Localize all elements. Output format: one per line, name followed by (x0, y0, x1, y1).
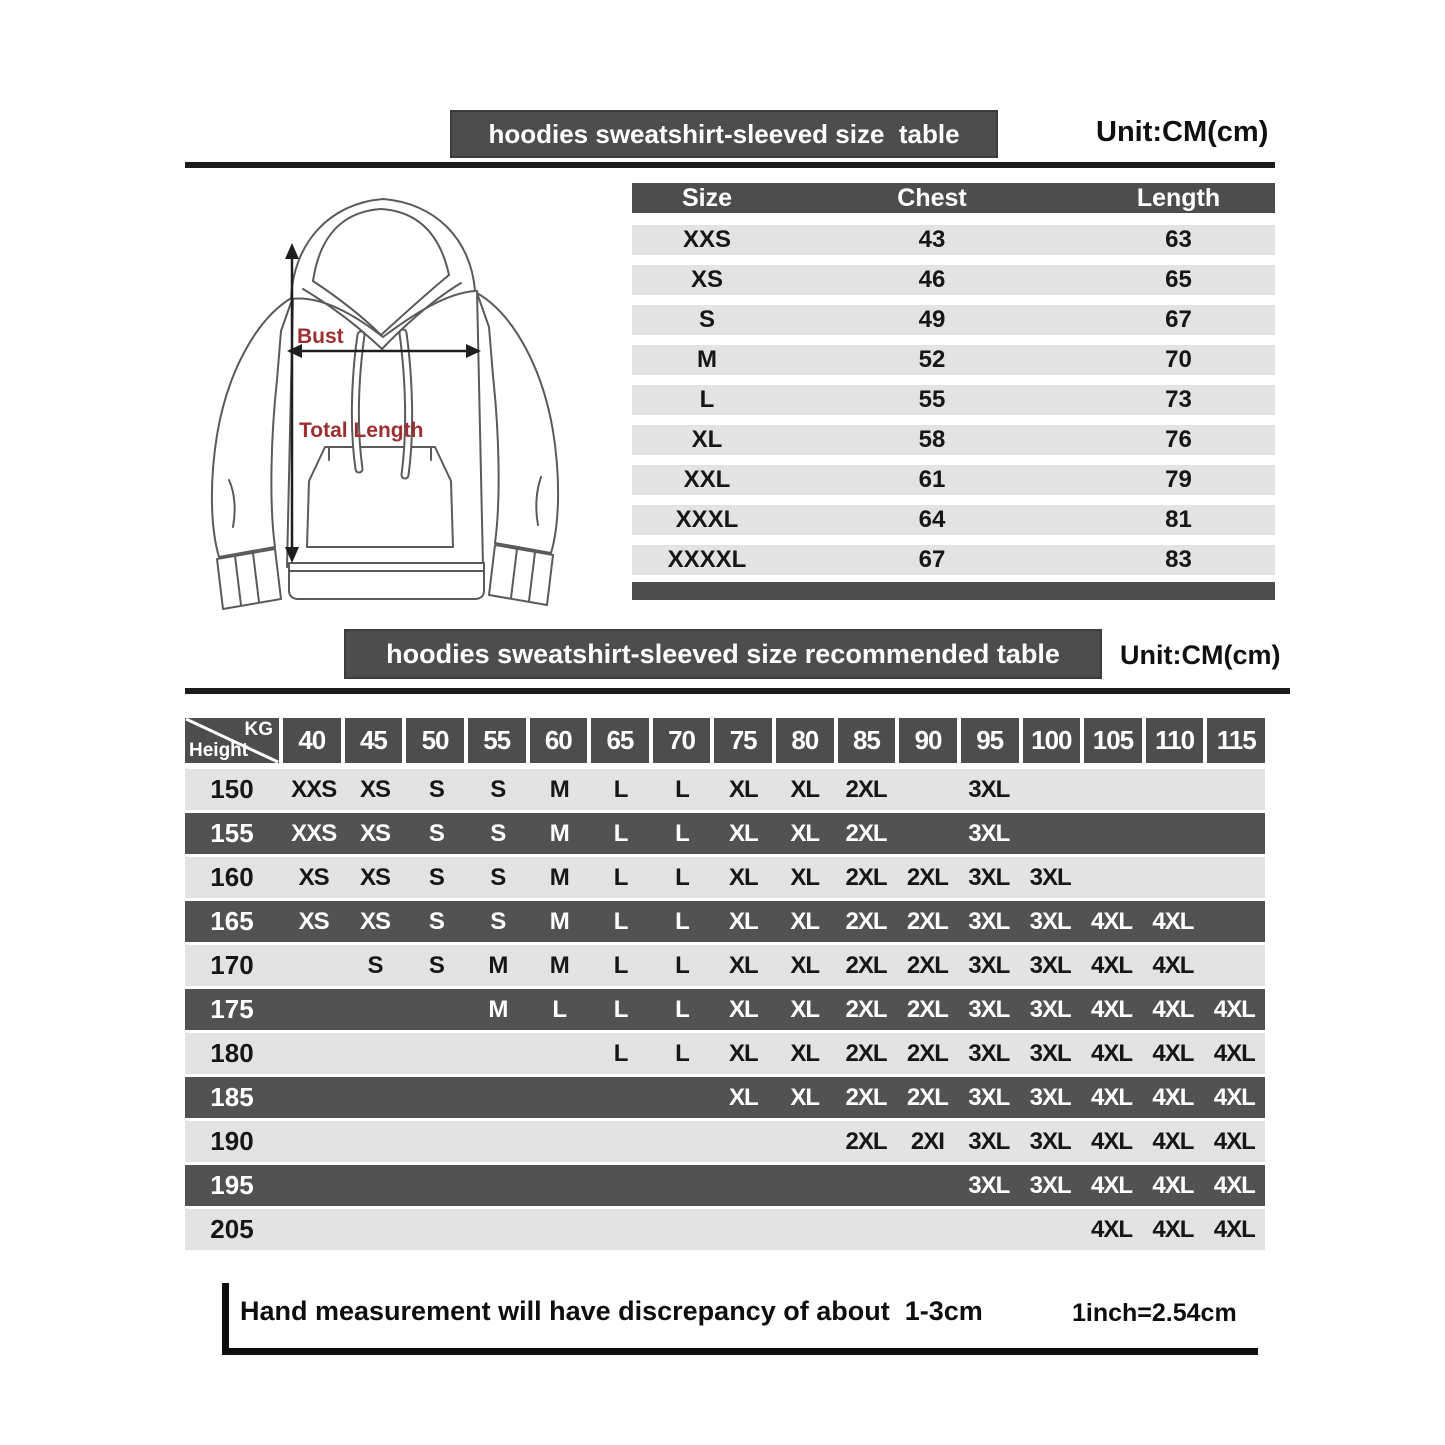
recommended-size-cell: M (549, 907, 569, 935)
size-table-row (632, 385, 1275, 415)
measurement-note: Hand measurement will have discrepancy of about 1-3cm (240, 1296, 983, 1326)
weight-header-cell: 70 (653, 718, 711, 763)
height-label-cell: 205 (210, 1214, 254, 1244)
recommended-size-cell: XXS (291, 775, 337, 803)
recommended-size-cell: XL (728, 995, 758, 1023)
recommended-size-cell: L (613, 951, 628, 979)
recommended-size-cell: 3XL (968, 775, 1010, 803)
recommended-size-cell: XL (728, 819, 758, 847)
weight-header-cell: 85 (838, 718, 896, 763)
recommended-size-cell: S (490, 907, 506, 935)
recommended-size-cell: M (549, 863, 569, 891)
weight-header-cell: 40 (283, 718, 341, 763)
size-table-row (632, 345, 1275, 375)
weight-header-cell: 45 (345, 718, 403, 763)
recommended-size-cell: 4XL (1213, 1039, 1255, 1067)
recommended-size-cell: 2XL (906, 951, 948, 979)
recommended-size-cell: 2XL (845, 1083, 887, 1111)
recommended-size-cell: M (488, 995, 508, 1023)
recommended-size-cell: XL (728, 863, 758, 891)
recommended-size-cell: 2XL (845, 995, 887, 1023)
recommended-size-cell: S (428, 863, 444, 891)
recommended-size-cell: 2XL (845, 1127, 887, 1155)
recommended-size-cell: L (675, 951, 689, 979)
right-sleeve (477, 293, 558, 605)
weight-header-cell: 90 (899, 718, 957, 763)
chest-cell: 64 (918, 506, 946, 533)
recommended-size-cell: 2XL (906, 1039, 948, 1067)
recommended-size-cell: L (552, 995, 567, 1023)
matrix-header-row (185, 718, 1265, 763)
recommended-size-cell: XL (728, 907, 758, 935)
matrix-body (185, 769, 1265, 1250)
kangaroo-pocket (307, 447, 453, 547)
divider-line-recommended (185, 688, 1290, 694)
matrix-row (185, 945, 1265, 986)
recommended-size-cell: XL (790, 775, 820, 803)
recommended-size-cell: 4XL (1152, 1083, 1194, 1111)
recommended-size-cell: XL (728, 1039, 758, 1067)
weight-header-cell: 115 (1207, 718, 1265, 763)
length-cell: 70 (1165, 346, 1192, 373)
size-table-column-header: Chest (897, 184, 967, 212)
recommended-size-cell: S (428, 907, 444, 935)
recommended-size-cell: XS (360, 907, 391, 935)
size-cell: XS (690, 266, 723, 293)
recommended-size-cell: XL (790, 995, 820, 1023)
recommended-size-cell: 3XL (968, 1171, 1010, 1199)
divider-line-top (185, 162, 1275, 168)
length-cell: 79 (1165, 466, 1192, 493)
length-cell: 83 (1165, 546, 1192, 573)
size-table-row (632, 225, 1275, 255)
left-sleeve (212, 297, 293, 609)
recommended-size-cell: 3XL (1029, 995, 1071, 1023)
recommended-size-cell: M (549, 775, 569, 803)
size-table-title-bar: hoodies sweatshirt-sleeved size table (450, 110, 998, 158)
matrix-row (185, 857, 1265, 898)
recommended-size-cell: XL (728, 951, 758, 979)
length-cell: 81 (1165, 506, 1192, 533)
size-table-row (632, 305, 1275, 335)
weight-header-cell: 50 (406, 718, 464, 763)
recommended-size-cell: L (675, 907, 689, 935)
size-cell: S (698, 306, 715, 333)
size-table-row (632, 425, 1275, 455)
recommended-size-cell: 4XL (1213, 995, 1255, 1023)
recommended-size-cell: 4XL (1152, 951, 1194, 979)
recommended-size-cell: XL (790, 1039, 820, 1067)
size-cell: XXXL (675, 506, 739, 533)
chest-cell: 61 (918, 466, 946, 493)
chest-cell: 43 (918, 226, 946, 253)
size-table-header (632, 183, 1275, 213)
matrix-row (185, 1033, 1265, 1074)
height-label-cell: 150 (210, 774, 254, 804)
recommended-size-cell: 3XL (1029, 907, 1071, 935)
size-cell: XXXXL (667, 546, 747, 573)
recommended-size-cell: L (675, 1039, 689, 1067)
matrix-row (185, 901, 1265, 942)
recommended-size-cell: 3XL (1029, 1127, 1071, 1155)
recommended-size-cell: XS (360, 863, 391, 891)
recommended-size-cell: XL (790, 907, 820, 935)
height-label-cell: 190 (210, 1126, 254, 1156)
size-table-row (632, 505, 1275, 535)
matrix-row (185, 1209, 1265, 1250)
height-label-cell: 165 (210, 906, 254, 936)
size-table-row (632, 545, 1275, 575)
weight-header-cell: 80 (776, 718, 834, 763)
recommended-size-cell: L (613, 819, 628, 847)
recommended-size-cell: 4XL (1091, 1039, 1133, 1067)
recommended-size-cell: 4XL (1091, 1171, 1133, 1199)
corner-height-label: Height (189, 740, 249, 761)
recommended-size-cell: XS (360, 775, 391, 803)
recommended-size-cell: XS (298, 907, 329, 935)
weight-header-cell: 100 (1023, 718, 1081, 763)
recommended-size-cell: 4XL (1213, 1215, 1255, 1243)
recommended-size-cell: S (428, 951, 444, 979)
recommended-size-cell: XL (790, 819, 820, 847)
recommended-table-title-bar: hoodies sweatshirt-sleeved size recommended table (344, 629, 1102, 679)
recommended-size-cell: XXS (291, 819, 337, 847)
recommended-size-cell: 2XL (906, 1083, 948, 1111)
recommended-size-cell: 3XL (1029, 1171, 1071, 1199)
recommended-size-cell: S (490, 819, 506, 847)
length-cell: 67 (1165, 306, 1192, 333)
recommended-size-cell: 4XL (1091, 995, 1133, 1023)
recommended-size-cell: S (490, 863, 506, 891)
height-label-cell: 180 (210, 1038, 254, 1068)
matrix-row (185, 1165, 1265, 1206)
size-cell: L (699, 386, 715, 413)
recommended-size-cell: 3XL (968, 1127, 1010, 1155)
recommended-size-cell: 3XL (968, 995, 1010, 1023)
recommended-size-cell: 4XL (1152, 1127, 1194, 1155)
recommended-size-cell: 3XL (1029, 1039, 1071, 1067)
height-label-cell: 185 (210, 1082, 254, 1112)
recommended-size-cell: 2XL (845, 863, 887, 891)
height-label-cell: 175 (210, 994, 254, 1024)
recommended-size-cell: L (675, 819, 689, 847)
recommended-size-cell: XL (728, 1083, 758, 1111)
matrix-row (185, 1121, 1265, 1162)
length-cell: 65 (1165, 266, 1192, 293)
recommended-size-cell: 4XL (1213, 1171, 1255, 1199)
recommended-size-cell: 2XL (845, 907, 887, 935)
recommended-size-cell: 4XL (1091, 1083, 1133, 1111)
height-label-cell: 195 (210, 1170, 254, 1200)
weight-header-cell: 105 (1084, 718, 1142, 763)
recommended-size-cell: M (549, 951, 569, 979)
recommended-size-cell: 4XL (1091, 951, 1133, 979)
weight-header-cell: 55 (468, 718, 526, 763)
footer-corner-horizontal-line (222, 1348, 1258, 1355)
size-table-body (632, 225, 1275, 575)
recommended-size-cell: XL (728, 775, 758, 803)
recommended-size-cell: 2XL (845, 951, 887, 979)
recommended-size-cell: L (675, 775, 689, 803)
weight-header-cell: 60 (530, 718, 588, 763)
total-length-label: Total Length (299, 419, 424, 442)
corner-kg-label: KG (244, 719, 273, 740)
recommended-size-cell: L (613, 863, 628, 891)
recommended-size-cell: L (613, 1039, 628, 1067)
recommended-size-cell: 4XL (1152, 1039, 1194, 1067)
size-table-row (632, 465, 1275, 495)
recommended-size-cell: S (428, 775, 444, 803)
recommended-size-cell: 2XL (845, 819, 887, 847)
size-table-column-header: Size (681, 184, 733, 212)
recommended-size-cell: XL (790, 951, 820, 979)
size-table-row (632, 265, 1275, 295)
recommended-size-cell: 4XL (1091, 1127, 1133, 1155)
chest-cell: 58 (918, 426, 946, 453)
recommended-size-cell: 2XL (845, 775, 887, 803)
recommended-size-cell: 3XL (968, 1083, 1010, 1111)
unit-label-recommended: Unit:CM(cm) (1120, 640, 1281, 670)
recommended-size-cell: 2XL (845, 1039, 887, 1067)
recommended-size-cell: XS (298, 863, 329, 891)
recommended-size-cell: 4XL (1213, 1083, 1255, 1111)
length-cell: 76 (1165, 426, 1192, 453)
height-label-cell: 155 (210, 818, 254, 848)
recommended-size-cell: M (488, 951, 508, 979)
hoodie-diagram (175, 185, 595, 615)
recommended-size-cell: 3XL (1029, 863, 1071, 891)
recommended-size-cell: 3XL (968, 819, 1010, 847)
weight-header-cell: 75 (714, 718, 772, 763)
kg-height-corner-cell (185, 718, 279, 763)
hem-band (289, 563, 484, 599)
weight-header-cell: 110 (1146, 718, 1204, 763)
chest-cell: 46 (918, 266, 946, 293)
recommended-size-cell: L (613, 775, 628, 803)
recommended-size-cell: 3XL (1029, 951, 1071, 979)
weight-header-cell: 65 (591, 718, 649, 763)
recommended-size-cell: 4XL (1091, 1215, 1133, 1243)
recommended-size-cell: L (613, 907, 628, 935)
footer-corner-vertical-line (222, 1283, 229, 1349)
height-label-cell: 170 (210, 950, 254, 980)
recommended-size-cell: 2XL (906, 995, 948, 1023)
recommended-size-cell: S (490, 775, 506, 803)
size-table (632, 183, 1275, 600)
size-cell: M (697, 346, 717, 373)
chest-cell: 52 (918, 346, 946, 373)
matrix-row (185, 769, 1265, 810)
matrix-row (185, 813, 1265, 854)
size-cell: XXL (683, 466, 731, 493)
recommended-size-cell: XS (360, 819, 391, 847)
recommended-size-cell: 4XL (1152, 907, 1194, 935)
recommended-size-cell: 3XL (968, 951, 1010, 979)
size-cell: XL (691, 426, 723, 453)
recommended-size-cell: 3XL (968, 863, 1010, 891)
recommended-size-cell: 2XI (910, 1127, 944, 1155)
recommended-size-cell: L (675, 995, 689, 1023)
recommended-size-cell: 4XL (1152, 1215, 1194, 1243)
chest-cell: 49 (918, 306, 946, 333)
size-table-column-header: Length (1136, 184, 1221, 212)
recommended-size-cell: 4XL (1152, 995, 1194, 1023)
recommended-size-cell: L (613, 995, 628, 1023)
recommended-size-cell: 4XL (1091, 907, 1133, 935)
recommended-size-cell: 3XL (1029, 1083, 1071, 1111)
matrix-row (185, 1077, 1265, 1118)
weight-header-cell: 95 (961, 718, 1019, 763)
length-cell: 73 (1165, 386, 1192, 413)
chest-cell: 55 (918, 386, 946, 413)
recommended-size-cell: 3XL (968, 1039, 1010, 1067)
recommended-size-cell: XL (790, 863, 820, 891)
recommended-size-cell: XL (790, 1083, 820, 1111)
recommended-size-cell: M (549, 819, 569, 847)
recommended-size-cell: 2XL (906, 907, 948, 935)
size-table-footer-bar (632, 582, 1275, 600)
inch-conversion-note: 1inch=2.54cm (1072, 1299, 1237, 1327)
matrix-row (185, 989, 1265, 1030)
recommended-size-cell: S (428, 819, 444, 847)
length-cell: 63 (1165, 226, 1192, 253)
recommended-size-cell: S (367, 951, 383, 979)
unit-label-top: Unit:CM(cm) (1096, 116, 1269, 148)
chest-cell: 67 (918, 546, 946, 573)
height-label-cell: 160 (210, 862, 254, 892)
recommended-size-matrix (185, 718, 1265, 1253)
recommended-size-cell: 2XL (906, 863, 948, 891)
bust-label: Bust (297, 325, 344, 348)
recommended-size-cell: L (675, 863, 689, 891)
recommended-size-cell: 4XL (1213, 1127, 1255, 1155)
recommended-size-cell: 4XL (1152, 1171, 1194, 1199)
size-cell: XXS (682, 226, 732, 253)
recommended-size-cell: 3XL (968, 907, 1010, 935)
